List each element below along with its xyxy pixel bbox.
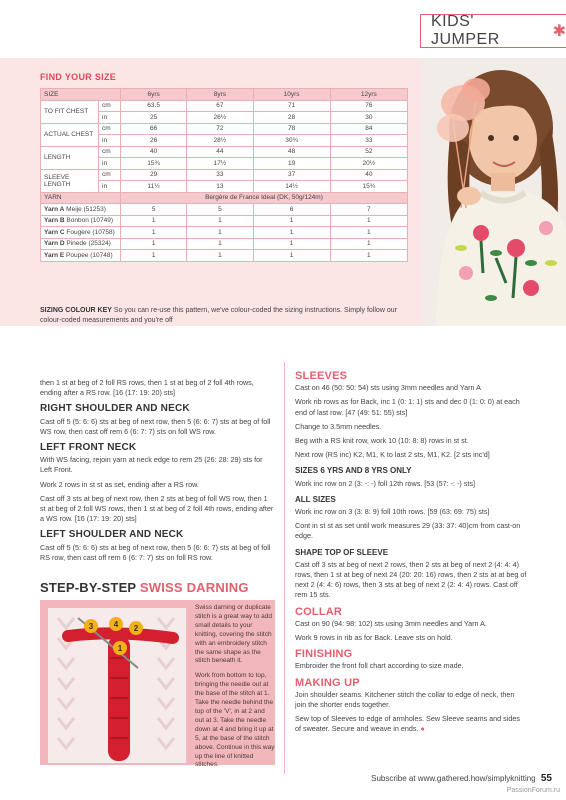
value-cell: 40 [121,146,187,158]
unit-cell: cm [99,169,121,181]
yarn-row [41,250,408,262]
yarn-name: Yarn C Fougere (10758) [41,227,121,239]
unit-cell: cm [99,146,121,158]
measure-label: LENGTH [41,146,99,169]
yarn-id: Yarn D [44,240,65,248]
left-front-neck-2: Work 2 rows in st st as set, ending after a RS row. [40,479,199,489]
yarn-name: Yarn E Poupee (10748) [41,250,121,262]
watermark: PassionForum.ru [506,787,560,794]
value-cell: 63.5 [121,100,187,112]
yarn-qty: 1 [330,250,407,262]
sleeves-5: Next row (RS inc) K2, M1, K to last 2 sts, M1, K2. [2 sts inc'd] [295,450,490,460]
size-col-1: 8yrs [187,89,253,101]
measure-label: TO FIT CHEST [41,100,99,123]
value-cell: 11½ [121,181,187,193]
value-cell: 71 [253,100,330,112]
measure-row [41,169,408,181]
value-cell: 26 [121,135,187,147]
sbs-para-2: Work from bottom to top, bringing the needle out at the base of the stitch at 1. Take the needle behind the top of the 'V', in at 2 and out at 3. Take the needle down at 4 and bring it up at 5, at the base of the stitch above. Continue in this way up the line of knitted stitches. [195,672,275,769]
column-divider [284,362,285,774]
value-cell: 19 [253,158,330,170]
knitting-illustration [48,608,186,763]
heading-shape-top: SHAPE TOP OF SLEEVE [295,547,389,557]
value-cell: 48 [253,146,330,158]
yarn-qty: 1 [187,250,253,262]
measure-label: SLEEVE LENGTH [41,169,99,192]
size-table [40,88,408,262]
model-photo [421,58,566,326]
sizes-text: Work inc row on 2 (3: -: -) foll 12th rows. [53 (57: -: -) sts] [295,478,476,488]
asterisk-icon: ✱ [552,23,566,40]
value-cell: 66 [121,123,187,135]
yarn-id: Yarn C [44,228,65,236]
sbs-para-1: Swiss darning or duplicate stitch is a great way to add small details to your knitting, covering the stitch with an embroidery stitch the same shape as the stitch beneath it. [195,604,272,665]
making-up-2 [295,714,527,734]
value-cell: 33 [187,169,253,181]
yarn-qty: 1 [253,227,330,239]
value-cell: 20½ [330,158,407,170]
yarn-label: YARN [41,192,121,204]
sleeves-3: Change to 3.5mm needles. [295,421,382,431]
size-header-label: SIZE [41,89,121,101]
yarn-qty: 1 [187,238,253,250]
value-cell: 76 [330,100,407,112]
value-cell: 67 [187,100,253,112]
value-cell: 30 [330,112,407,124]
yarn-qty: 1 [121,238,187,250]
yarn-row [41,215,408,227]
value-cell: 37 [253,169,330,181]
end-mark-icon: ● [420,724,425,734]
collar-1: Cast on 90 (94: 98: 102) sts using 3mm needles and Yarn A. [295,618,487,628]
value-cell: 25 [121,112,187,124]
yarn-qty: 5 [187,204,253,216]
size-col-3: 12yrs [330,89,407,101]
heading-all-sizes: ALL SIZES [295,494,336,504]
value-cell: 29 [121,169,187,181]
value-cell: 17½ [187,158,253,170]
all-sizes-1: Work inc row on 3 (3: 8: 9) foll 10th rows. [59 (63: 69: 75) sts] [295,507,490,517]
sleeves-2: Work rib rows as for Back, inc 1 (0: 1: 1) sts and dec 0 (1: 0: 0) at each end of last row. [47 (49: 51: 55) sts] [295,397,520,417]
unit-cell: cm [99,123,121,135]
size-col-2: 10yrs [253,89,330,101]
value-cell: 30¾ [253,135,330,147]
footer [371,773,552,784]
size-panel [0,58,421,326]
measure-row [41,123,408,135]
collar-2: Work 9 rows in rib as for Back. Leave sts on hold. [295,633,453,643]
unit-cell: in [99,181,121,193]
yarn-qty: 1 [187,215,253,227]
heading-collar: COLLAR [295,605,343,618]
yarn-qty: 1 [187,227,253,239]
yarn-qty: 1 [121,215,187,227]
yarn-row [41,238,408,250]
unit-cell: in [99,158,121,170]
value-cell: 28½ [187,135,253,147]
sleeves-4: Beg with a RS knit row, work 10 (10: 8: 8) rows in st st. [295,436,469,446]
yarn-header-row [41,192,408,204]
yarn-spec: Bergère de France Ideal (DK, 50g/124m) [121,192,408,204]
value-cell: 84 [330,123,407,135]
yarn-name: Yarn B Bonbon (10749) [41,215,121,227]
yarn-id: Yarn A [44,205,65,213]
value-cell: 15¾ [330,181,407,193]
sizing-key [40,306,410,326]
measure-row [41,100,408,112]
yarn-qty: 1 [330,227,407,239]
yarn-row [41,227,408,239]
left-front-neck-1: With WS facing, rejoin yarn at neck edge to rem 25 (26: 28: 29) sts for Left Front. [40,455,263,475]
size-title: FIND YOUR SIZE [40,72,117,82]
heading-left-front-neck: LEFT FRONT NECK [40,442,137,454]
yarn-id: Yarn B [44,217,65,225]
unit-cell: in [99,112,121,124]
value-cell: 26½ [187,112,253,124]
heading-left-shoulder: LEFT SHOULDER AND NECK [40,529,184,541]
label-4: 4 [113,620,119,629]
swiss-darning-photo [48,608,186,763]
measure-label: ACTUAL CHEST [41,123,99,146]
value-cell: 14½ [253,181,330,193]
sizing-key-text: So you can re-use this pattern, we've colour-coded the sizing instructions. Simply follow our colour-coded measurements and you're off [40,307,397,324]
yarn-qty: 1 [253,215,330,227]
heading-sizes: SIZES 6 YRS AND 8 YRS ONLY [295,466,412,476]
yarn-qty: 6 [253,204,330,216]
finishing-1: Embroider the front foll chart according to size made. [295,661,464,671]
making-up-2-text: Sew top of Sleeves to edge of armholes. Sew Sleeve seams and sides of sweater. Secure and weave in ends. [295,714,520,734]
yarn-qty: 7 [330,204,407,216]
yarn-name: Yarn A Meije (51253) [41,204,121,216]
heading-sleeves: SLEEVES [295,370,348,382]
sbs-title [40,580,275,595]
value-cell: 13 [187,181,253,193]
heading-finishing: FINISHING [295,648,353,661]
value-cell: 40 [330,169,407,181]
yarn-qty: 1 [121,250,187,262]
sleeves-1: Cast on 46 (50: 50: 54) sts using 3mm needles and Yarn A [295,383,481,393]
section-header [420,14,566,48]
child-photo-illustration [421,58,566,326]
value-cell: 78 [253,123,330,135]
left-shoulder-text: Cast off 5 (5: 6: 6) sts at beg of next row, then 5 (6: 6: 7) sts at beg of foll RS row, then cast off rem 6 (6: 7: 7) sts on foll RS row. [40,542,271,562]
value-cell: 72 [187,123,253,135]
yarn-id: Yarn E [44,251,65,259]
sbs-title-b: SWISS DARNING [139,580,249,595]
size-header-row [41,89,408,101]
value-cell: 44 [187,146,253,158]
section-title: KIDS' JUMPER [431,13,500,48]
all-sizes-2: Cont in st st as set until work measures 29 (33: 37: 40)cm from cast-on edge. [295,521,521,541]
yarn-row [41,204,408,216]
yarn-qty: 1 [253,250,330,262]
label-3: 3 [88,622,94,631]
value-cell: 33 [330,135,407,147]
right-column [295,365,527,739]
shape-top-text: Cast off 3 sts at beg of next 2 rows, then 2 sts at beg of next 2 (4: 4: 4) rows, then 1 st at beg of next 24 (20: 20: 16) rows, then 2 sts at at beg of next 2 (4: 4: 6) rows, then 3 sts at beg of next 2 (2: 4: 4) rows. Cast off rem 15 sts. [295,559,527,600]
left-intro: then 1 st at beg of 2 foll RS rows, then 1 st at beg of 2 foll 4th rows, ending after a RS row. [16 (17: 19: 20) sts] [40,378,254,398]
label-2: 2 [133,624,139,633]
left-front-neck-3: Cast off 3 sts at beg of next row, then 2 sts at beg of foll WS row, then 1 st at beg of 2 foll WS rows, then 1 st at beg of 2 foll 4th rows, ending after a WS row. [16 (17: 19: 20) sts] [40,493,274,524]
right-shoulder-text: Cast off 5 (5: 6: 6) sts at beg of next row, then 5 (6: 6: 7) sts at beg of foll WS row, then cast off rem 6 (6: 7: 7) sts on foll WS row. [40,416,271,436]
page-number: 55 [540,773,552,784]
size-col-0: 6yrs [121,89,187,101]
sbs-text [195,604,275,776]
sbs-title-a: STEP-BY-STEP [40,580,137,595]
yarn-qty: 5 [121,204,187,216]
yarn-qty: 1 [121,227,187,239]
heading-making-up: MAKING UP [295,676,360,689]
left-column [40,378,274,567]
value-cell: 52 [330,146,407,158]
yarn-qty: 1 [330,215,407,227]
unit-cell: in [99,135,121,147]
measure-row [41,146,408,158]
subscribe-link[interactable]: Subscribe at www.gathered.how/simplyknitting [371,774,536,783]
yarn-name: Yarn D Pinede (25324) [41,238,121,250]
unit-cell: cm [99,100,121,112]
heading-right-shoulder: RIGHT SHOULDER AND NECK [40,403,190,415]
sizing-key-label: SIZING COLOUR KEY [40,307,112,314]
yarn-qty: 1 [330,238,407,250]
value-cell: 28 [253,112,330,124]
step-by-step [40,580,275,769]
yarn-qty: 1 [253,238,330,250]
making-up-1: Join shoulder seams. Kitchener stitch the collar to edge of neck, then join the shorter ends together. [295,689,515,710]
value-cell: 15¾ [121,158,187,170]
label-1: 1 [117,644,123,653]
